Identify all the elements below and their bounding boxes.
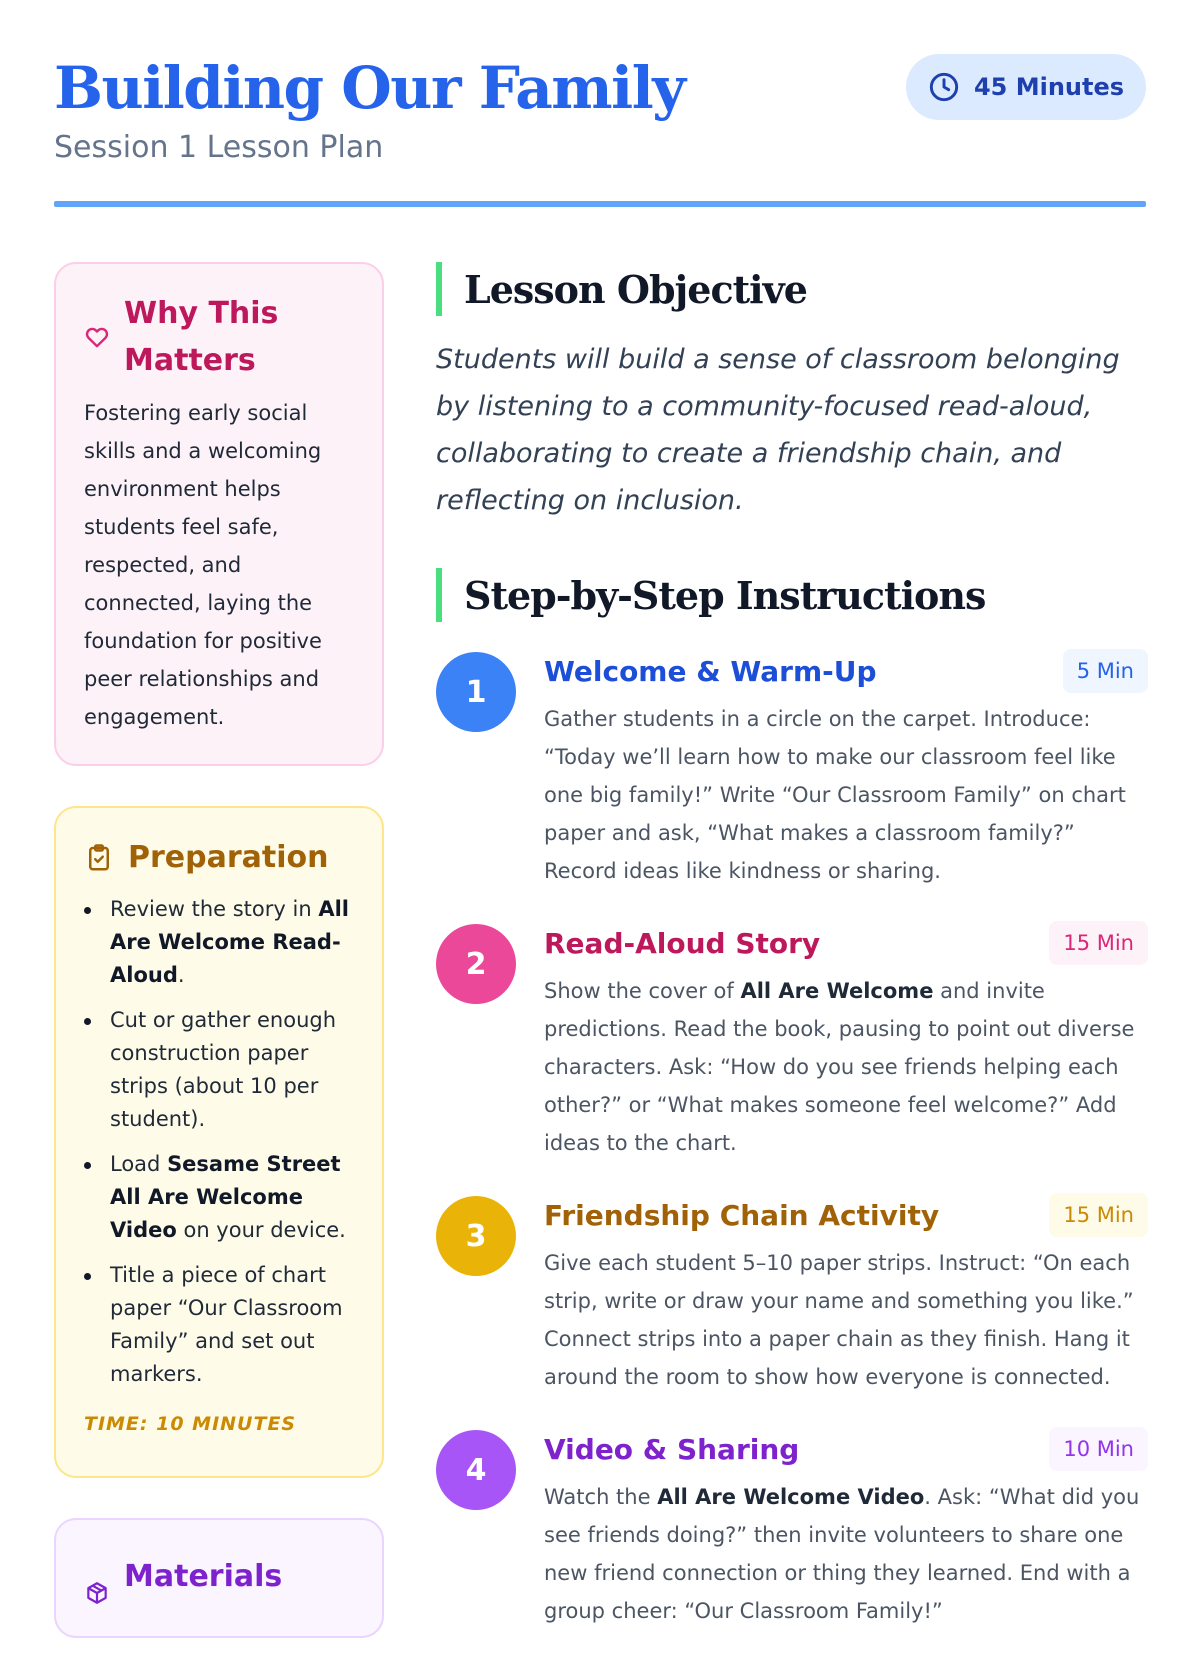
step-item — [436, 1426, 1148, 1630]
step-title: Friendship Chain Activity — [544, 1198, 940, 1232]
step-title: Welcome & Warm-Up — [544, 654, 877, 688]
preparation-item: Title a piece of chart paper “Our Classroom Family” and set out markers. — [84, 1259, 356, 1391]
step-item — [436, 920, 1148, 1162]
preparation-item: Cut or gather enough construction paper strips (about 10 per student). — [84, 1004, 356, 1136]
step-title: Video & Sharing — [544, 1432, 800, 1466]
objective-heading — [436, 262, 1148, 316]
step-item — [436, 1192, 1148, 1396]
package-icon — [84, 1580, 110, 1606]
clock-icon — [928, 71, 960, 103]
duration-badge — [906, 54, 1146, 120]
clipboard-check-icon — [84, 843, 114, 873]
step-description: Give each student 5–10 paper strips. Instruct: “On each strip, write or draw your name and something you like.” Connect strips into a paper chain as they finish. Hang it around the room to show how everyone is connected. — [544, 1251, 1134, 1389]
main-content — [436, 262, 1148, 1660]
step-time-badge: 15 Min — [1049, 921, 1148, 965]
step-number: 1 — [436, 652, 516, 732]
step-number: 3 — [436, 1196, 516, 1276]
preparation-item: Review the story in All Are Welcome Read-Aloud. — [84, 893, 356, 992]
preparation-item: Load Sesame Street All Are Welcome Video on your device. — [84, 1148, 356, 1247]
page-subtitle: Session 1 Lesson Plan — [54, 130, 384, 165]
step-time-badge: 15 Min — [1049, 1193, 1148, 1237]
step-title: Read-Aloud Story — [544, 926, 821, 960]
step-time-badge: 5 Min — [1063, 649, 1148, 693]
step-time-badge: 10 Min — [1049, 1427, 1148, 1471]
why-title: Why This Matters — [124, 296, 279, 378]
why-this-matters-card — [54, 262, 384, 766]
preparation-card — [54, 806, 384, 1478]
heart-icon — [84, 324, 110, 350]
preparation-title: Preparation — [128, 840, 329, 875]
preparation-time: TIME: 10 MINUTES — [84, 1413, 297, 1435]
page-header — [54, 52, 1146, 208]
objective-text: Students will build a sense of classroom belonging by listening to a community-focused read-aloud, collaborating to create a friendship chain, and reflecting on inclusion. — [436, 344, 1120, 516]
step-description: Gather students in a circle on the carpet. Introduce: “Today we’ll learn how to make our classroom feel like one big family!” Write “Our Classroom Family” on chart paper and ask, “What makes a classroom family?” Record ideas like kindness or sharing. — [544, 707, 1126, 883]
step-number: 2 — [436, 924, 516, 1004]
materials-title: Materials — [124, 1558, 283, 1594]
page-title: Building Our Family — [54, 54, 685, 122]
step-description: Watch the All Are Welcome Video. Ask: “What did you see friends doing?” then invite volunteers to share one new friend connection or thing they learned. End with a group cheer: “Our Classroom Family!” — [544, 1485, 1140, 1623]
materials-card — [54, 1518, 384, 1638]
duration-text: 45 Minutes — [973, 73, 1125, 101]
step-item — [436, 648, 1148, 890]
steps-heading — [436, 568, 1148, 622]
sidebar — [54, 262, 384, 1678]
why-body: Fostering early social skills and a welcoming environment helps students feel safe, respected, and connected, laying the foundation for positive peer relationships and engagement. — [84, 401, 322, 729]
steps-heading-text: Step-by-Step Instructions — [464, 572, 986, 618]
step-description: Show the cover of All Are Welcome and invite predictions. Read the book, pausing to point out diverse characters. Ask: “How do you see friends helping each other?” or “What makes someone feel welcome?” Add ideas to the chart. — [544, 979, 1135, 1155]
header-divider — [54, 201, 1146, 207]
preparation-list — [84, 893, 356, 1391]
step-number: 4 — [436, 1430, 516, 1510]
steps-list — [436, 648, 1148, 1630]
objective-heading-text: Lesson Objective — [464, 266, 807, 312]
